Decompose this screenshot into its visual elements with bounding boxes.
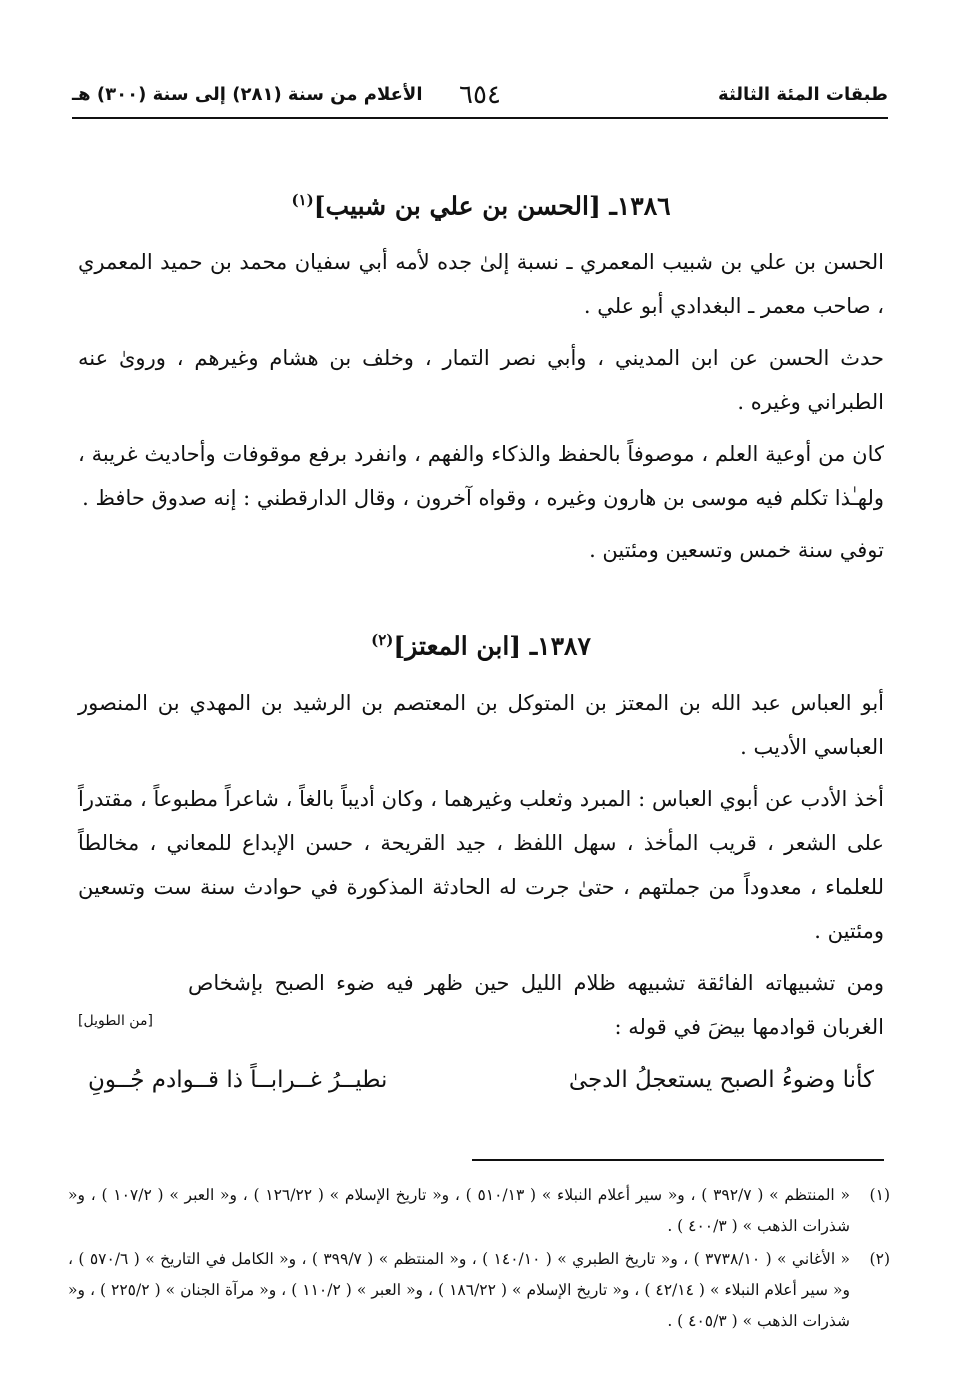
verse-second-hemistich: نطيــرُ غــرابــاً ذا قــوادم جُــونِ: [88, 1066, 388, 1093]
spacer: [78, 580, 884, 620]
entry-title: [78, 180, 884, 226]
footnote-text: « الأغاني » ( ٣٧٣٨/١٠ ) ، و« تاريخ الطبري » ( ١٤٠/١٠ ) ، و« المنتظم » ( ٣٩٩/٧ ) ، و« الكامل في التاريخ » ( ٥٧٠/٦ ) ، و« سير أعلام النبلاء » ( ٤٢/١٤ ) ، و« تاريخ الإسلام » ( ١٨٦/٢٢ ) ، و« العبر » ( ١١٠/٢ ) ، و« مرآة الجنان » ( ٢٢٥/٢ ) ، و« شذرات الذهب » ( ٤٠٥/٣ ) .: [68, 1250, 850, 1330]
footnote-number: (٢): [869, 1250, 890, 1268]
main-text: [78, 180, 884, 1103]
verse-intro: [78, 961, 884, 1049]
entry-heading: ـ [الحسن بن علي بن شبيب]: [313, 191, 617, 221]
page-number: ٦٥٤: [459, 80, 501, 110]
verse-first-hemistich: كأنا وضوءُ الصبح يستعجلُ الدجىٰ: [568, 1066, 874, 1093]
footnote-ref: (٢): [371, 631, 394, 650]
paragraph: كان من أوعية العلم ، موصوفاً بالحفظ والذكاء والفهم ، وانفرد برفع موقوفات وأحاديث غريبة ، ولهـٰذا تكلم فيه موسى بن هارون وغيره ، وقواه آخرون ، وقال الدارقطني : إنه صدوق حافظ .: [78, 442, 884, 511]
running-header: [72, 80, 888, 114]
entry-number: ١٣٨٧: [537, 631, 591, 661]
footnote-number: (١): [869, 1186, 890, 1204]
chapter-range-title: الأعلام من سنة (٢٨١) إلى سنة (٣٠٠) هـ: [72, 84, 423, 105]
footnote-text: « المنتظم » ( ٣٩٢/٧ ) ، و« سير أعلام النبلاء » ( ٥١٠/١٣ ) ، و« تاريخ الإسلام » ( ١٢٦/٢٢ ) ، و« العبر » ( ١٠٧/٢ ) ، و« شذرات الذهب » ( ٤٠٠/٣ ) .: [68, 1186, 850, 1235]
poetic-meter-label: [من الطويل]: [78, 1012, 153, 1029]
section-title: طبقات المئة الثالثة: [718, 84, 888, 105]
paragraph: ومن تشبيهاته الفائقة تشبيهه ظلام الليل حين ظهر فيه ضوء الصبح بإشخاص الغربان قوادمها بيضَ في قوله :: [188, 970, 884, 1039]
paragraph: حدث الحسن عن ابن المديني ، وأبي نصر التمار ، وخلف بن هشام وغيرهم ، وروىٰ عنه الطبراني وغيره .: [78, 346, 884, 415]
footnote-ref: (١): [291, 191, 314, 209]
footnote-divider: [472, 1159, 884, 1161]
footnote: [68, 1180, 890, 1242]
header-divider: [72, 117, 888, 119]
paragraph: الحسن بن علي بن شبيب المعمري ـ نسبة إلىٰ جده لأمه أبي سفيان محمد بن حميد المعمري ، صاحب معمر ـ البغدادي أبو علي .: [78, 250, 884, 319]
paragraph: أخذ الأدب عن أبوي العباس : المبرد وثعلب وغيرهما ، وكان أديباً بالغاً ، شاعراً مطبوعاً ، مقتدراً على الشعر ، قريب المأخذ ، سهل اللفظ ، جيد القريحة ، حسن الإبداع للمعاني ، مخالطاً للعلماء ، معدوداً من جملتهم ، حتىٰ جرت له الحادثة المذكورة في حوادث سنة ست وتسعين ومئتين .: [78, 786, 884, 943]
footnotes: [68, 1180, 890, 1339]
paragraph: أبو العباس عبد الله بن المعتز بن المتوكل بن المعتصم بن الرشيد بن المهدي بن المنصور العباسي الأديب .: [78, 690, 884, 759]
poetry-verse: [78, 1057, 884, 1103]
entry-number: ١٣٨٦: [616, 191, 671, 221]
entry-title: [78, 620, 884, 666]
paragraph: توفي سنة خمس وتسعين ومئتين .: [589, 538, 884, 563]
footnote: [68, 1244, 890, 1337]
entry-heading: ـ [ابن المعتز]: [393, 631, 538, 661]
